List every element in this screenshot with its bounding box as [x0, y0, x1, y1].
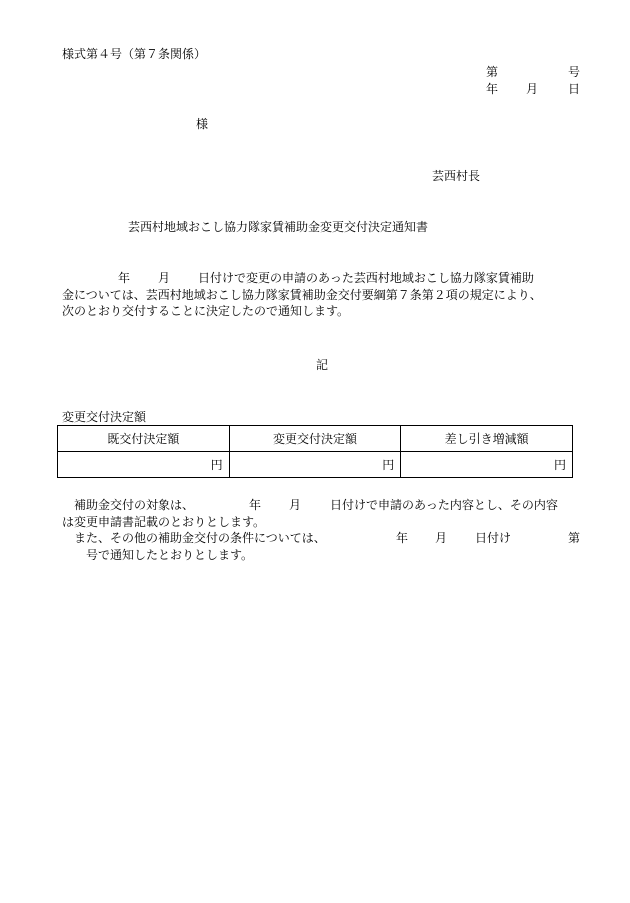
header-existing-amount: 既交付決定額: [58, 426, 230, 452]
ki-heading: 記: [316, 358, 329, 372]
note1-rest: 日付けで申請のあった内容とし、その内容: [330, 498, 558, 512]
body-line3-text: 次のとおり交付することに決定したので通知します。: [62, 304, 350, 318]
note2-month: 月: [435, 531, 448, 545]
note1-year: 年: [249, 498, 262, 512]
addressee-honorific: 様: [196, 117, 209, 131]
note1-line1: [62, 497, 592, 514]
note2-year: 年: [396, 531, 409, 545]
document-number-go: 号: [568, 65, 581, 79]
body-line1-rest: 日付けで変更の申請のあった芸西村地域おこし協力隊家賃補助: [198, 271, 534, 285]
header-difference-amount: 差し引き増減額: [401, 426, 573, 452]
document-number-dai: 第: [486, 65, 499, 79]
document-title: 芸西村地域おこし協力隊家賃補助金変更交付決定通知書: [128, 220, 429, 234]
notes-section: [62, 497, 592, 563]
table-header-row: [58, 426, 573, 452]
body-line-3: [62, 303, 592, 320]
header-changed-amount: 変更交付決定額: [229, 426, 401, 452]
body-year: 年: [118, 271, 131, 285]
table-row: [58, 452, 573, 478]
date-month: 月: [526, 82, 539, 96]
note1-line2-text: は変更申請書記載のとおりとします。: [62, 514, 266, 529]
note2-line1: [62, 530, 592, 547]
note1-line2: [62, 514, 592, 531]
cell-changed-amount: 円: [229, 452, 401, 478]
date-year: 年: [486, 82, 499, 96]
body-paragraph: [62, 270, 592, 320]
cell-existing-amount: 円: [58, 452, 230, 478]
sender-name: 芸西村長: [432, 169, 481, 183]
amount-table: [57, 425, 573, 478]
note1-start: 補助金交付の対象は、: [74, 498, 195, 512]
form-number: 様式第４号（第７条関係）: [62, 47, 207, 61]
note1-month: 月: [289, 498, 302, 512]
body-line-1: [62, 270, 592, 287]
note2-day: 日付け: [475, 531, 512, 545]
body-line2-text: 金については、芸西村地域おこし協力隊家賃補助金交付要綱第７条第２項の規定により、: [62, 287, 542, 302]
note2-line2: [62, 547, 592, 564]
body-line-2: [62, 287, 592, 304]
note2-line2-text: 号で通知したとおりとします。: [86, 547, 254, 562]
note2-dai: 第: [568, 531, 581, 545]
body-month: 月: [158, 271, 171, 285]
table-caption: 変更交付決定額: [62, 410, 147, 424]
cell-difference-amount: 円: [401, 452, 573, 478]
date-day: 日: [568, 82, 581, 96]
note2-start: また、その他の補助金交付の条件については、: [74, 531, 326, 545]
